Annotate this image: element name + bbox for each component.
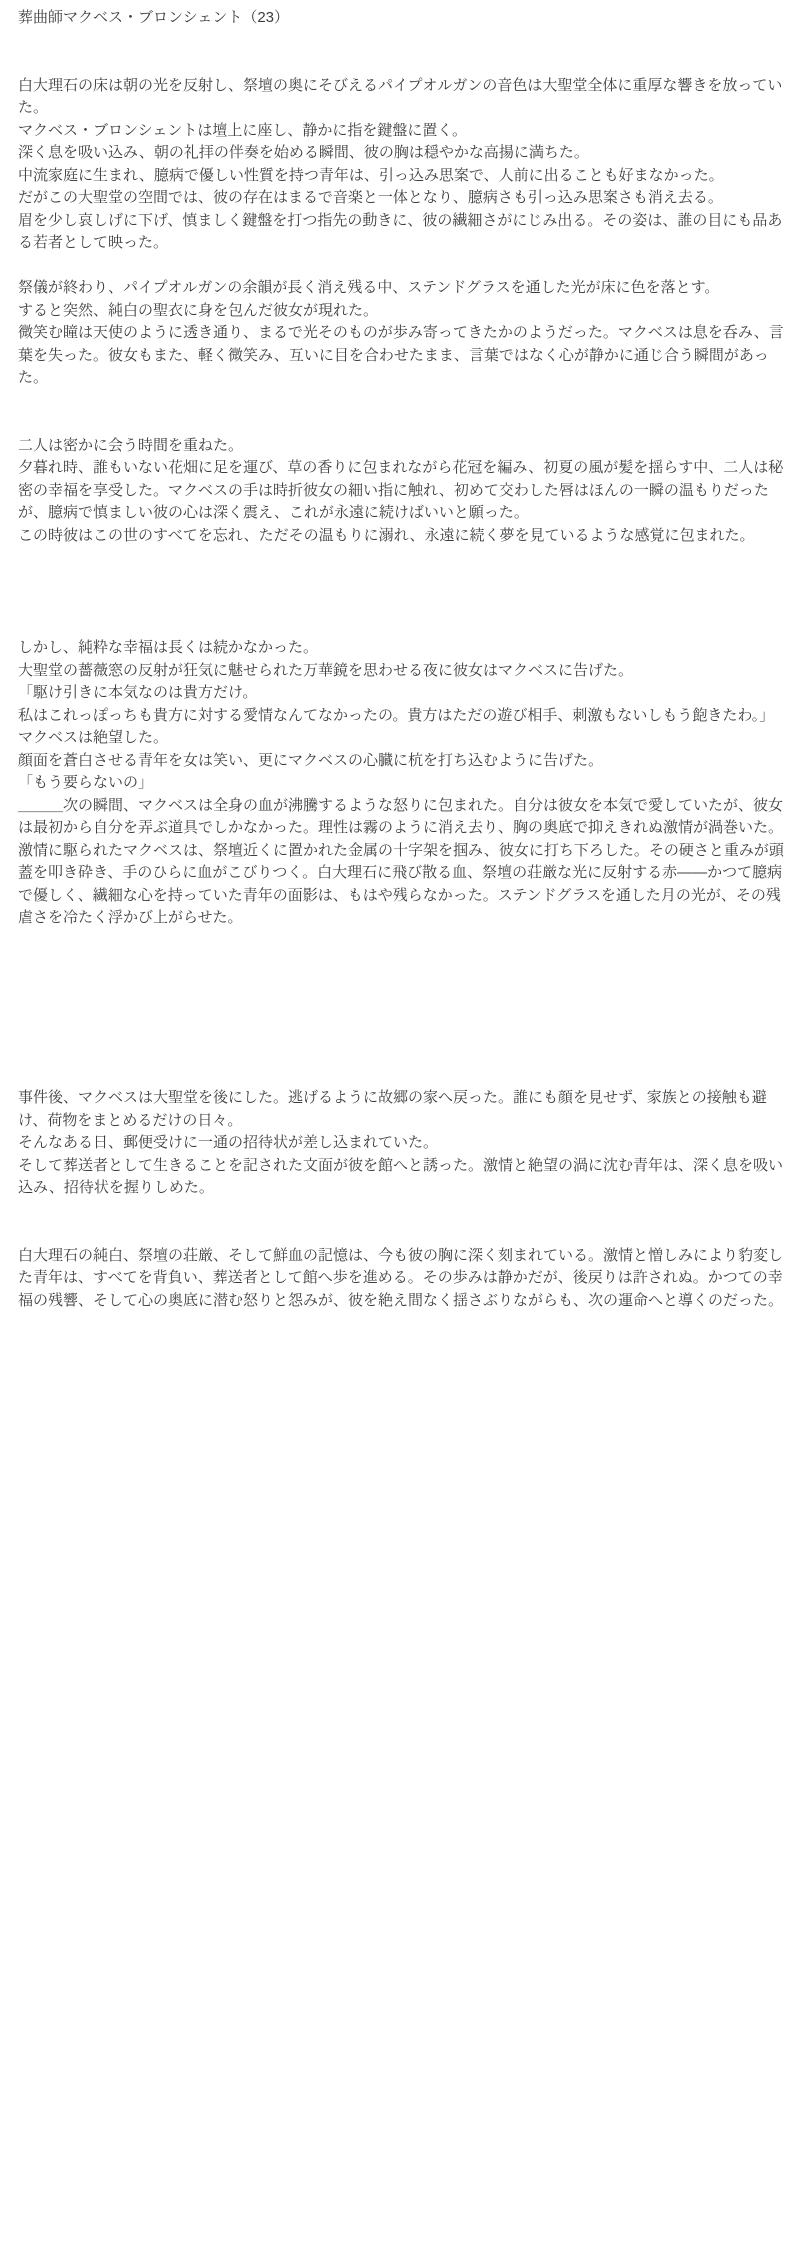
text-line: そして葬送者として生きることを記された文面が彼を館へと誘った。激情と絶望の渦に沈む青年は、深く息を吸い込み、招待状を握りしめた。 — [18, 1156, 784, 1196]
text-line: マクベスは絶望した。 — [18, 729, 169, 746]
text-line: 顔面を蒼白させる青年を女は笑い、更にマクベスの心臓に杭を打ち込むように告げた。 — [18, 751, 604, 769]
text-line: この時彼はこの世のすべてを忘れ、ただその温もりに溺れ、永遠に続く夢を見ているような感覚に包まれた。 — [18, 526, 755, 544]
text-line: 白大理石の純白、祭壇の荘厳、そして鮮血の記憶は、今も彼の胸に深く刻まれている。激情と憎しみにより豹変した青年は、すべてを背負い、葬送者として館へ歩を進める。その歩みは静かだが、後戻りは許されぬ。かつての幸福の残響、そして心の奥底に潜む怒りと怨みが、彼を絶え間なく揺さぶりながらも、次の運命へと導くのだった。 — [18, 1246, 784, 1309]
text-line: 白大理石の床は朝の光を反射し、祭壇の奥にそびえるパイプオルガンの音色は大聖堂全体に重厚な響きを放っていた。 — [18, 76, 783, 116]
text-line: 激情に駆られたマクベスは、祭壇近くに置かれた金属の十字架を掴み、彼女に打ち下ろした。その硬さと重みが頭蓋を叩き砕き、手のひらに血がこびりつく。白大理石に飛び散る血、祭壇の荘厳な光に反射する赤――かつて臆病で優しく、繊細な心を持っていた青年の面影は、もはや残らなかった。ステンドグラスを通した月の光が、その残虐さを冷たく浮かび上がらせた。 — [18, 841, 784, 926]
paragraph — [18, 277, 788, 390]
document-title: 葬曲師マクベス・ブロンシェント（23） — [18, 9, 290, 26]
document-paragraphs — [18, 75, 788, 1313]
text-line: 二人は密かに会う時間を重ねた。 — [18, 436, 244, 454]
text-line: ＿＿＿次の瞬間、マクベスは全身の血が沸騰するような怒りに包まれた。自分は彼女を本気で愛していたが、彼女は最初から自分を弄ぶ道具でしかなかった。理性は霧のように消え去り、胸の奥底で抑えきれぬ激情が渦巻いた。 — [18, 796, 784, 836]
text-line: 中流家庭に生まれ、臆病で優しい性質を持つ青年は、引っ込み思案で、人前に出ることも好まなかった。 — [18, 166, 724, 184]
text-line: マクベス・ブロンシェントは壇上に座し、静かに指を鍵盤に置く。 — [18, 121, 468, 139]
paragraph — [18, 1245, 788, 1313]
text-line: 夕暮れ時、誰もいない花畑に足を運び、草の香りに包まれながら花冠を編み、初夏の風が髪を揺らす中、二人は秘密の幸福を享受した。マクベスの手は時折彼女の細い指に触れ、初めて交わした唇はほんの一瞬の温もりだったが、臆病で慎ましい彼の心は深く震え、これが永遠に続けばいいと願った。 — [18, 459, 784, 521]
paragraph — [18, 637, 788, 930]
paragraph — [18, 75, 788, 255]
text-line: そんなある日、郵便受けに一通の招待状が差し込まれていた。 — [18, 1134, 439, 1151]
text-line: 私はこれっぽっちも貴方に対する愛情なんてなかったの。貴方はただの遊び相手、刺激もないしもう飽きたわ。」 — [18, 706, 775, 724]
text-line: 眉を少し哀しげに下げ、慎ましく鍵盤を打つ指先の動きに、彼の繊細さがにじみ出る。その姿は、誰の目にも品ある若者として映った。 — [18, 211, 783, 251]
paragraph — [18, 435, 788, 548]
text-line: 深く息を吸い込み、朝の礼拝の伴奏を始める瞬間、彼の胸は穏やかな高揚に満ちた。 — [18, 144, 589, 161]
text-line: しかし、純粋な幸福は長くは続かなかった。 — [18, 639, 319, 656]
text-line: 事件後、マクベスは大聖堂を後にした。逃げるように故郷の家へ戻った。誰にも顔を見せず、家族との接触も避け、荷物をまとめるだけの日々。 — [18, 1089, 767, 1129]
text-line: だがこの大聖堂の空間では、彼の存在はまるで音楽と一体となり、臆病さも引っ込み思案さも消え去る。 — [18, 189, 723, 206]
text-line: すると突然、純白の聖衣に身を包んだ彼女が現れた。 — [18, 301, 379, 319]
text-line: 微笑む瞳は天使のように透き通り、まるで光そのものが歩み寄ってきたかのようだった。マクベスは息を呑み、言葉を失った。彼女もまた、軽く微笑み、互いに目を合わせたまま、言葉ではなく心が静かに通じ合う瞬間があった。 — [18, 324, 784, 386]
text-line: 「もう要らないの」 — [18, 774, 154, 791]
text-line: 大聖堂の薔薇窓の反射が狂気に魅せられた万華鏡を思わせる夜に彼女はマクベスに告げた。 — [18, 661, 634, 679]
paragraph — [18, 1087, 788, 1200]
text-line: 「駆け引きに本気なのは貴方だけ。 — [18, 684, 258, 701]
text-line: 祭儀が終わり、パイプオルガンの余韻が長く消え残る中、ステンドグラスを通した光が床に色を落とす。 — [18, 279, 720, 296]
